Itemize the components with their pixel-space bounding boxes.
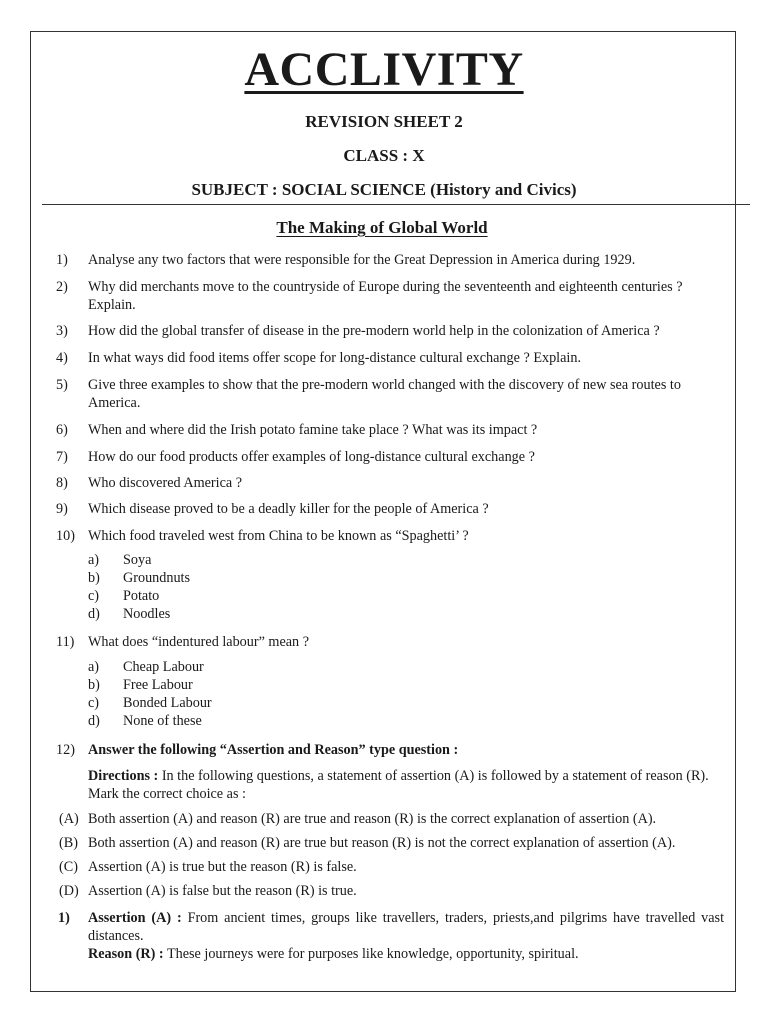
question-number: 1) bbox=[56, 252, 68, 268]
class-heading: CLASS : X bbox=[343, 146, 425, 165]
option-text: Cheap Labour bbox=[123, 659, 204, 675]
assertion-statement bbox=[88, 909, 724, 945]
option-label: d) bbox=[88, 606, 100, 622]
option-label: c) bbox=[88, 588, 100, 604]
reason-label: Reason (R) : bbox=[88, 946, 164, 962]
option-item bbox=[88, 587, 159, 605]
option-item bbox=[88, 658, 204, 676]
question-text: How do our food products offer examples of long-distance cultural exchange ? bbox=[88, 449, 535, 465]
directions-label: Directions : bbox=[88, 768, 159, 784]
question-text: Give three examples to show that the pre-modern world changed with the discovery of new sea routes to America. bbox=[88, 377, 681, 411]
question-text: Why did merchants move to the countryside of Europe during the seventeenth and eighteenth centuries ? Explain. bbox=[88, 279, 683, 313]
question-number: 9) bbox=[56, 501, 68, 517]
question-text: How did the global transfer of disease in the pre-modern world help in the colonization of America ? bbox=[88, 323, 660, 339]
option-item bbox=[88, 605, 170, 623]
document-title: ACCLIVITY bbox=[244, 43, 524, 96]
option-label: b) bbox=[88, 570, 100, 586]
choice-item bbox=[59, 882, 739, 900]
option-text: Soya bbox=[123, 552, 152, 568]
choice-item bbox=[59, 834, 739, 852]
item-number: 1) bbox=[58, 910, 70, 926]
option-item bbox=[88, 569, 190, 587]
option-text: Bonded Labour bbox=[123, 695, 212, 711]
option-label: b) bbox=[88, 677, 100, 693]
question-9 bbox=[56, 500, 730, 518]
reason-statement bbox=[88, 945, 724, 963]
question-number: 3) bbox=[56, 323, 68, 339]
question-number: 2) bbox=[56, 279, 68, 295]
option-label: d) bbox=[88, 713, 100, 729]
question-number: 8) bbox=[56, 475, 68, 491]
question-text: Answer the following “Assertion and Reason” type question : bbox=[88, 742, 459, 758]
question-text: Who discovered America ? bbox=[88, 475, 243, 491]
choice-text: Assertion (A) is true but the reason (R) is false. bbox=[88, 859, 357, 875]
question-10 bbox=[56, 527, 730, 545]
question-number: 6) bbox=[56, 422, 68, 438]
question-number: 4) bbox=[56, 350, 68, 366]
option-text: Noodles bbox=[123, 606, 171, 622]
directions-paragraph bbox=[56, 767, 730, 803]
question-7 bbox=[56, 448, 730, 466]
reason-text: These journeys were for purposes like knowledge, opportunity, spiritual. bbox=[166, 946, 579, 962]
option-item bbox=[88, 551, 151, 569]
assertion-text: From ancient times, groups like travellers, traders, priests,and pilgrims have travelled vast distances. bbox=[88, 910, 725, 944]
question-12 bbox=[56, 741, 730, 759]
choice-label: (A) bbox=[59, 811, 79, 827]
option-text: Groundnuts bbox=[123, 570, 190, 586]
question-2 bbox=[56, 278, 730, 314]
revision-sheet-heading: REVISION SHEET 2 bbox=[305, 112, 463, 131]
choice-item bbox=[59, 858, 739, 876]
question-1 bbox=[56, 251, 730, 269]
question-text: Which disease proved to be a deadly killer for the people of America ? bbox=[88, 501, 489, 517]
option-label: a) bbox=[88, 659, 100, 675]
assertion-label: Assertion (A) : bbox=[88, 910, 182, 926]
option-text: Free Labour bbox=[123, 677, 193, 693]
directions-text: In the following questions, a statement of assertion (A) is followed by a statement of reason (R). Mark the correct choice as : bbox=[88, 768, 709, 802]
question-text: What does “indentured labour” mean ? bbox=[88, 634, 309, 650]
question-5 bbox=[56, 376, 730, 412]
assertion-item-1 bbox=[58, 909, 724, 963]
choice-text: Both assertion (A) and reason (R) are true but reason (R) is not the correct explanation of assertion (A). bbox=[88, 835, 676, 851]
header-divider bbox=[42, 204, 750, 205]
question-text: Which food traveled west from China to be known as “Spaghetti’ ? bbox=[88, 528, 469, 544]
choice-item bbox=[59, 810, 739, 828]
subject-heading: SUBJECT : SOCIAL SCIENCE (History and Civics) bbox=[191, 180, 577, 199]
option-item bbox=[88, 676, 193, 694]
choice-text: Both assertion (A) and reason (R) are true and reason (R) is the correct explanation of assertion (A). bbox=[88, 811, 657, 827]
question-text: In what ways did food items offer scope for long-distance cultural exchange ? Explain. bbox=[88, 350, 581, 366]
option-item bbox=[88, 712, 202, 730]
choice-text: Assertion (A) is false but the reason (R) is true. bbox=[88, 883, 357, 899]
option-item bbox=[88, 694, 212, 712]
choice-label: (B) bbox=[59, 835, 78, 851]
question-text: When and where did the Irish potato famine take place ? What was its impact ? bbox=[88, 422, 538, 438]
question-6 bbox=[56, 421, 730, 439]
question-text: Analyse any two factors that were responsible for the Great Depression in America during 1929. bbox=[88, 252, 636, 268]
question-11 bbox=[56, 633, 730, 651]
question-number: 11) bbox=[56, 634, 75, 650]
option-text: Potato bbox=[123, 588, 160, 604]
question-number: 10) bbox=[56, 528, 75, 544]
question-number: 12) bbox=[56, 742, 75, 758]
question-3 bbox=[56, 322, 730, 340]
section-title: The Making of Global World bbox=[276, 218, 488, 237]
option-text: None of these bbox=[123, 713, 202, 729]
question-4 bbox=[56, 349, 730, 367]
option-label: c) bbox=[88, 695, 100, 711]
option-label: a) bbox=[88, 552, 100, 568]
choice-label: (D) bbox=[59, 883, 79, 899]
choice-label: (C) bbox=[59, 859, 78, 875]
question-number: 5) bbox=[56, 377, 68, 393]
question-number: 7) bbox=[56, 449, 68, 465]
question-8 bbox=[56, 474, 730, 492]
